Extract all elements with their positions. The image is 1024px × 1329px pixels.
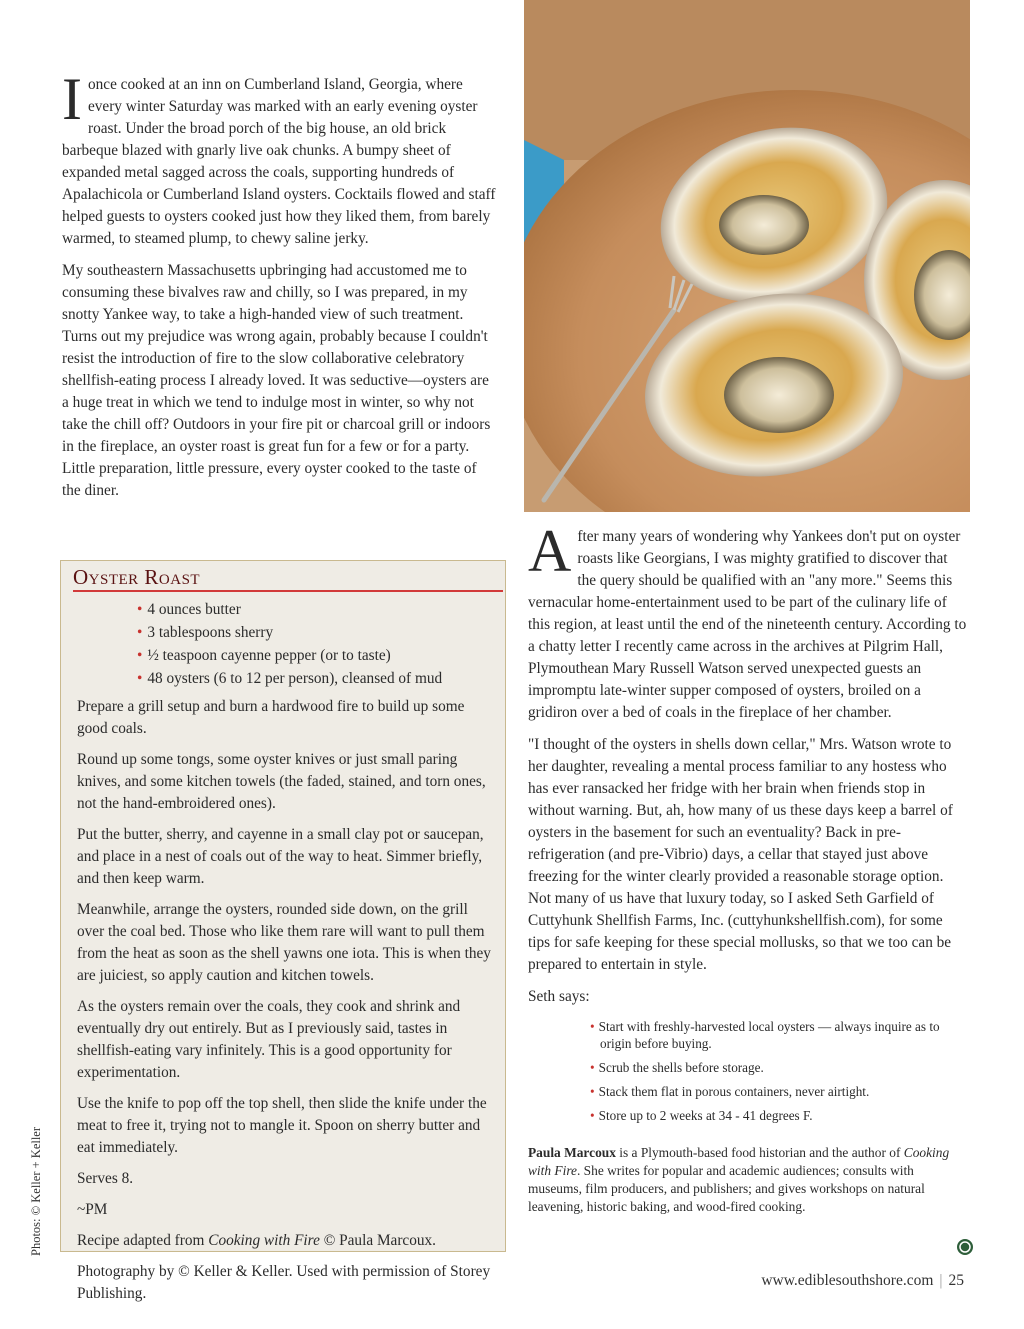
recipe-title: Oyster Roast [73, 565, 503, 592]
tip-item: • Store up to 2 weeks at 34 - 41 degrees F. [588, 1107, 968, 1124]
photo-permission-credit: Photography by © Keller & Keller. Used with permission of Storey Publishing. [77, 1263, 491, 1302]
tip-item: • Scrub the shells before storage. [588, 1059, 968, 1076]
tip-item: • Start with freshly-harvested local oysters — always inquire as to origin before buying. [588, 1018, 968, 1052]
intro-paragraph-2: My southeastern Massachusetts upbringing had accustomed me to consuming these bivalves raw and chilly, so I was prepared, in my snotty Yankee way, to take a high-handed view of such treatment. Turns out my prejudice was wrong again, probably because I couldn't resist the introduction of fire to the slow collaborative celebratory shellfish-eating process I already loved. It was seductive—oysters are a huge treat in which we tend to indulge most in winter, so why not take the chill off? Outdoors in your fire pit or charcoal grill or indoors in the fireplace, an oyster roast is great fun for a few or for a party. Little preparation, little pressure, every oyster cooked to the taste of the diner. [62, 262, 491, 499]
ingredient-list [137, 598, 493, 690]
ingredient-item: • 48 oysters (6 to 12 per person), cleansed of mud [137, 667, 493, 690]
photo-credit: Photos: © Keller + Keller [29, 1126, 43, 1256]
recipe-step: Meanwhile, arrange the oysters, rounded side down, on the grill over the coal bed. Those who like them rare will want to pull them from the heat as soon as the shell yawns one iota. This is when they are juiciest, so apply caution and kitchen towels. [77, 901, 491, 984]
recipe-step: As the oysters remain over the coals, they cook and shrink and eventually dry out entirely. But as I previously said, tastes in shellfish-eating vary infinitely. This is a good opportunity for experimentation. [77, 998, 461, 1081]
site-url[interactable]: www.ediblesouthshore.com [761, 1272, 934, 1289]
intro-paragraph-1: Ionce cooked at an inn on Cumberland Island, Georgia, where every winter Saturday was marked with an early evening oyster roast. Under the broad porch of the big house, an old brick barbeque blazed with gnarly live oak chunks. A bumpy sheet of expanded metal sagged across the coals, supporting hundreds of Apalachicola or Cumberland Island oysters. Cocktails flowed and staff helped guests to oysters cooked just how they liked them, from barely warmed, to steamed plump, to chewy saline jerky. [62, 66, 496, 247]
recipe-step: Prepare a grill setup and burn a hardwood fire to build up some good coals. [77, 698, 465, 737]
history-column [528, 518, 968, 1226]
page-number: 25 [948, 1272, 964, 1289]
recipe-serves: Serves 8. [77, 1170, 134, 1187]
credit-book-title: Cooking with Fire [208, 1232, 320, 1249]
history-paragraph-2: "I thought of the oysters in shells down cellar," Mrs. Watson wrote to her daughter, revealing a mental process familiar to any hostess who has ever ransacked her fridge with her brain when friends stop in without warning. But, ah, how many of us these days keep a barrel of oysters in the basement for such an eventuality? Back in pre-refrigeration (and pre-Vibrio) days, a cellar that stayed just above freezing for the winter clearly provided a reasonable storage option. Not many of us have that luxury today, so I asked Seth Garfield of Cuttyhunk Shellfish Farms, Inc. (cuttyhunkshellfish.com), for some tips for safe keeping for these special mollusks, so that we too can be prepared to entertain in style. [528, 736, 953, 973]
oyster-photo [524, 0, 970, 512]
page-footer [761, 1272, 964, 1290]
dropcap-a: A [528, 518, 572, 584]
recipe-step: Put the butter, sherry, and cayenne in a small clay pot or saucepan, and place in a nest of coals out of the way to heat. Simmer briefly, and then keep warm. [77, 826, 484, 887]
recipe-box [60, 560, 506, 1302]
dropcap-i: I [62, 66, 82, 132]
seth-says: Seth says: [528, 988, 590, 1005]
ingredient-item: • 4 ounces butter [137, 598, 493, 621]
history-paragraph-1: After many years of wondering why Yankees don't put on oyster roasts like Georgians, I was mighty gratified to discover that the query should be qualified with an "any more." Seems this vernacular home-entertainment used to be part of the culinary life of this region, at least until the end of the nineteenth century. According to a chatty letter I recently came across in the archives at Pilgrim Hall, Plymouthean Mary Russell Watson served unexpected guests an impromptu late-winter supper composed of oysters, broiled on a gridiron over a bed of coals in the fireplace of her chamber. [528, 518, 967, 721]
storage-tips-list [588, 1018, 968, 1124]
recipe-step: Use the knife to pop off the top shell, then slide the knife under the meat to free it, trying not to mangle it. Spoon on sherry butter and eat immediately. [77, 1095, 487, 1156]
recipe-step: Round up some tongs, some oyster knives or just small paring knives, and some kitchen towels (the faded, stained, and torn ones, not the hand-embroidered ones). [77, 751, 486, 812]
end-mark-icon [956, 1238, 974, 1261]
tip-item: • Stack them flat in porous containers, never airtight. [588, 1083, 968, 1100]
author-bio: Paula Marcoux is a Plymouth-based food historian and the author of Cooking with Fire. She writes for popular and academic audiences; consults with museums, film producers, and publishers; and gives workshops on natural leavening, historic baking, and wood-fired cooking. [528, 1145, 950, 1214]
ingredient-item: • ½ teaspoon cayenne pepper (or to taste) [137, 644, 493, 667]
bio-book-title: Cooking with Fire [528, 1145, 950, 1178]
footer-separator: | [939, 1272, 943, 1289]
recipe-signoff: ~PM [77, 1201, 108, 1218]
author-name: Paula Marcoux [528, 1145, 616, 1160]
intro-column [62, 66, 498, 512]
recipe-credit: Recipe adapted from Cooking with Fire © Paula Marcoux. [77, 1232, 436, 1249]
ingredient-item: • 3 tablespoons sherry [137, 621, 493, 644]
